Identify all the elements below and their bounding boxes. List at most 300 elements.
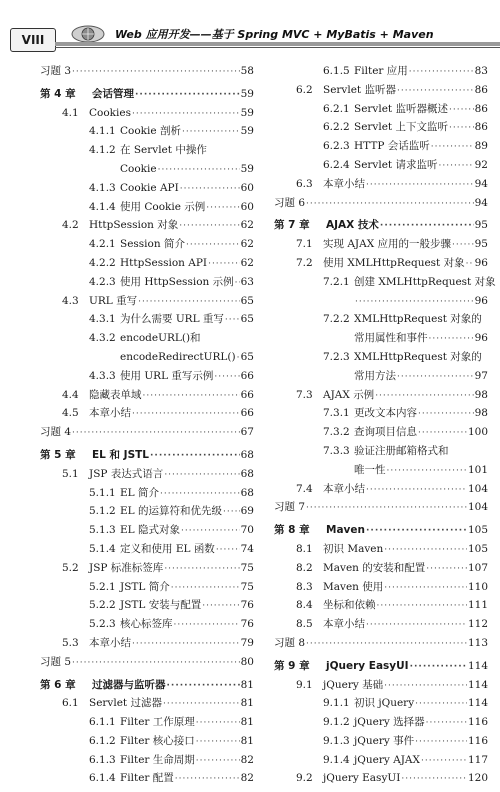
toc-entry-page: 116 bbox=[467, 716, 488, 729]
toc-entry-title: jQuery AJAX bbox=[354, 753, 420, 766]
toc-entry-title: 为什么需要 URL 重写 bbox=[120, 313, 224, 326]
toc-entry-page: 114 bbox=[467, 697, 488, 710]
toc-entry-number: 4.3 bbox=[62, 294, 79, 307]
toc-leader-dots bbox=[196, 756, 240, 767]
toc-entry-title: 实现 AJAX 应用的一般步骤 bbox=[323, 238, 452, 251]
toc-leader-dots bbox=[409, 67, 474, 78]
toc-entry-page: 104 bbox=[467, 482, 488, 495]
toc-entry-number: 5.2 bbox=[62, 561, 79, 574]
toc-entry-page: 79 bbox=[240, 636, 254, 649]
toc-entry-title: encodeURL()和 bbox=[120, 332, 201, 345]
toc-leader-dots bbox=[415, 737, 467, 748]
toc-entry-number: 4.1.2 bbox=[89, 144, 116, 157]
page-header bbox=[0, 0, 500, 60]
toc-entry[interactable] bbox=[40, 563, 254, 582]
toc-entry[interactable] bbox=[274, 314, 488, 333]
toc-entry[interactable] bbox=[274, 296, 488, 315]
toc-entry-number: 7.4 bbox=[296, 482, 313, 495]
toc-leader-dots bbox=[387, 466, 467, 477]
toc-entry-page: 107 bbox=[467, 561, 488, 574]
toc-entry-page: 101 bbox=[467, 463, 488, 476]
toc-entry-title: 常用属性和事件 bbox=[354, 332, 428, 345]
toc-entry[interactable] bbox=[40, 296, 254, 315]
toc-entry-page: 60 bbox=[240, 181, 254, 194]
toc-entry-number: 4.4 bbox=[62, 388, 79, 401]
toc-entry-page: 76 bbox=[240, 618, 254, 631]
toc-entry-page: 114 bbox=[467, 659, 488, 672]
toc-entry-title: HTTP 会话监听 bbox=[354, 140, 430, 153]
toc-entry-number: 7.2.3 bbox=[323, 350, 350, 363]
toc-entry[interactable] bbox=[274, 582, 488, 601]
toc-entry-number: 6.2.3 bbox=[323, 140, 350, 153]
toc-exercise-entry[interactable] bbox=[40, 657, 254, 676]
toc-entry-page: 98 bbox=[474, 407, 488, 420]
toc-entry-page: 105 bbox=[467, 542, 488, 555]
toc-chapter-entry[interactable] bbox=[274, 220, 488, 239]
toc-entry-title: Servlet 监听器 bbox=[323, 83, 396, 96]
toc-entry-page: 86 bbox=[474, 83, 488, 96]
toc-entry[interactable] bbox=[274, 773, 488, 792]
toc-leader-dots bbox=[164, 564, 239, 575]
toc-entry-number: 9.1.1 bbox=[323, 697, 350, 710]
toc-entry-number: 9.2 bbox=[296, 772, 313, 785]
toc-entry-title: 使用 URL 重写示例 bbox=[120, 369, 214, 382]
toc-leader-dots bbox=[163, 699, 240, 710]
toc-leader-dots bbox=[132, 639, 240, 650]
toc-entry[interactable] bbox=[40, 390, 254, 409]
toc-entry-title: Filter 生命周期 bbox=[120, 753, 195, 766]
toc-entry[interactable] bbox=[40, 183, 254, 202]
toc-entry-number: 5.1.3 bbox=[89, 524, 116, 537]
toc-entry-page: 66 bbox=[240, 407, 254, 420]
toc-entry-number: 8.1 bbox=[296, 542, 313, 555]
toc-entry-page: 65 bbox=[240, 350, 254, 363]
toc-entry[interactable] bbox=[40, 164, 254, 183]
toc-leader-dots bbox=[235, 278, 240, 289]
toc-entry-title: 验证注册邮箱格式和 bbox=[354, 444, 449, 457]
toc-leader-dots bbox=[182, 127, 240, 138]
toc-leader-dots bbox=[196, 718, 240, 729]
toc-entry[interactable] bbox=[274, 333, 488, 352]
toc-entry-title: 使用 HttpSession 示例 bbox=[120, 275, 234, 288]
toc-entry-number: 5.2.3 bbox=[89, 618, 116, 631]
toc-leader-dots bbox=[366, 485, 467, 496]
toc-entry-title: jQuery EasyUI bbox=[323, 772, 401, 785]
toc-entry-number: 5.1.4 bbox=[89, 542, 116, 555]
toc-entry[interactable] bbox=[40, 619, 254, 638]
toc-entry[interactable] bbox=[40, 600, 254, 619]
toc-chapter-entry[interactable] bbox=[274, 525, 488, 544]
toc-entry-number: 7.2.1 bbox=[323, 275, 350, 288]
toc-entry-page: 86 bbox=[474, 121, 488, 134]
toc-entry-title: jQuery 选择器 bbox=[354, 716, 425, 729]
toc-entry-page: 66 bbox=[240, 369, 254, 382]
toc-chapter-entry[interactable] bbox=[40, 450, 254, 469]
toc-entry-page: 65 bbox=[240, 313, 254, 326]
toc-entry-title: XMLHttpRequest 对象的 bbox=[354, 313, 482, 326]
toc-entry-number: 4.2.1 bbox=[89, 238, 116, 251]
toc-leader-dots bbox=[426, 718, 467, 729]
toc-entry[interactable] bbox=[274, 239, 488, 258]
toc-entry-title: 定义和使用 EL 函数 bbox=[120, 542, 215, 555]
toc-entry-number: 4.3.3 bbox=[89, 369, 116, 382]
toc-entry-page: 81 bbox=[240, 716, 254, 729]
toc-entry-title: Cookie API bbox=[120, 181, 179, 194]
toc-leader-dots bbox=[216, 545, 240, 556]
toc-entry-page: 110 bbox=[467, 580, 488, 593]
toc-entry-page: 68 bbox=[240, 486, 254, 499]
toc-entry[interactable] bbox=[274, 179, 488, 198]
toc-leader-dots bbox=[418, 428, 467, 439]
toc-entry-page: 111 bbox=[467, 599, 488, 612]
toc-entry[interactable] bbox=[40, 220, 254, 239]
toc-entry-page: 65 bbox=[240, 294, 254, 307]
toc-entry[interactable] bbox=[40, 408, 254, 427]
toc-leader-dots bbox=[237, 353, 240, 364]
toc-entry-page: 74 bbox=[240, 542, 254, 555]
toc-entry[interactable] bbox=[274, 66, 488, 85]
toc-entry[interactable] bbox=[274, 408, 488, 427]
toc-leader-dots bbox=[158, 165, 240, 176]
toc-leader-dots bbox=[174, 620, 240, 631]
toc-entry-number: 4.1 bbox=[62, 106, 79, 119]
toc-entry-title: 习题 3 bbox=[40, 65, 72, 77]
toc-leader-dots bbox=[206, 203, 239, 214]
toc-leader-dots bbox=[186, 240, 240, 251]
toc-entry-number: 8.3 bbox=[296, 580, 313, 593]
toc-entry-title: JSTL 简介 bbox=[120, 580, 170, 593]
toc-leader-dots bbox=[439, 161, 474, 172]
toc-entry-title: JSP 表达式语言 bbox=[89, 467, 164, 480]
toc-entry[interactable] bbox=[274, 104, 488, 123]
toc-entry-title: 常用方法 bbox=[354, 369, 396, 382]
toc-entry-number: 7.2 bbox=[296, 256, 313, 269]
toc-entry[interactable] bbox=[40, 202, 254, 221]
toc-entry-number: 4.2 bbox=[62, 219, 79, 232]
toc-entry[interactable] bbox=[274, 717, 488, 736]
toc-entry-page: 66 bbox=[240, 388, 254, 401]
toc-entry-title: 初识 jQuery bbox=[354, 697, 415, 710]
toc-leader-dots bbox=[196, 737, 240, 748]
toc-leader-dots bbox=[410, 662, 467, 673]
toc-entry[interactable] bbox=[274, 619, 488, 638]
toc-entry-number: 第 9 章 bbox=[274, 659, 310, 672]
toc-entry-title: EL 隐式对象 bbox=[120, 524, 180, 537]
toc-leader-dots bbox=[401, 774, 467, 785]
toc-entry-number: 第 8 章 bbox=[274, 524, 310, 537]
toc-entry-page: 104 bbox=[467, 501, 488, 514]
toc-entry[interactable] bbox=[40, 698, 254, 717]
toc-entry-page: 81 bbox=[240, 678, 254, 691]
toc-entry-page: 96 bbox=[474, 332, 488, 345]
toc-entry-number: 第 7 章 bbox=[274, 219, 310, 232]
toc-entry-page: 67 bbox=[240, 426, 254, 439]
toc-entry-number: 6.1.3 bbox=[89, 753, 116, 766]
toc-entry-title: 坐标和依赖 bbox=[323, 599, 376, 612]
toc-entry[interactable] bbox=[274, 390, 488, 409]
toc-entry-title: Session 简介 bbox=[120, 238, 185, 251]
toc-entry[interactable] bbox=[274, 258, 488, 277]
toc-chapter-entry[interactable] bbox=[274, 661, 488, 680]
toc-entry[interactable] bbox=[274, 427, 488, 446]
toc-entry[interactable] bbox=[274, 446, 488, 465]
toc-entry[interactable] bbox=[274, 160, 488, 179]
toc-leader-dots bbox=[452, 240, 474, 251]
toc-leader-dots bbox=[449, 105, 474, 116]
toc-entry-title: 本章小结 bbox=[323, 618, 365, 631]
toc-entry-page: 96 bbox=[474, 256, 488, 269]
toc-entry[interactable] bbox=[274, 275, 496, 296]
toc-leader-dots bbox=[429, 334, 474, 345]
toc-entry[interactable] bbox=[40, 717, 254, 736]
toc-entry-page: 95 bbox=[474, 219, 488, 232]
toc-entry-title: JSP 标准标签库 bbox=[89, 561, 164, 574]
toc-leader-dots bbox=[384, 545, 467, 556]
toc-entry-title: Cookies bbox=[89, 106, 131, 119]
toc-leader-dots bbox=[175, 774, 240, 785]
toc-entry-page: 97 bbox=[474, 369, 488, 382]
toc-entry-title: encodeRedirectURL() bbox=[120, 350, 236, 363]
toc-entry[interactable] bbox=[40, 239, 254, 258]
toc-entry-page: 75 bbox=[240, 580, 254, 593]
toc-leader-dots bbox=[306, 503, 467, 514]
toc-entry-number: 6.3 bbox=[296, 177, 313, 190]
toc-entry-number: 5.3 bbox=[62, 636, 79, 649]
toc-entry-page: 82 bbox=[240, 753, 254, 766]
toc-entry-number: 5.2.2 bbox=[89, 599, 116, 612]
toc-entry-title: EL 和 JSTL bbox=[92, 448, 149, 461]
toc-entry-number: 9.1 bbox=[296, 678, 313, 691]
toc-entry-title: EL 简介 bbox=[120, 486, 159, 499]
toc-entry-number: 7.1 bbox=[296, 238, 313, 251]
toc-entry-title: Cookie 剖析 bbox=[120, 125, 181, 138]
toc-leader-dots bbox=[449, 123, 474, 134]
toc-entry-page: 100 bbox=[467, 426, 488, 439]
toc-entry[interactable] bbox=[40, 352, 254, 371]
toc-leader-dots bbox=[214, 372, 239, 383]
toc-entry[interactable] bbox=[40, 108, 254, 127]
toc-entry[interactable] bbox=[40, 544, 254, 563]
toc-entry-number: 5.1.1 bbox=[89, 486, 116, 499]
toc-entry[interactable] bbox=[40, 333, 254, 352]
toc-entry[interactable] bbox=[40, 506, 254, 525]
toc-entry-number: 第 4 章 bbox=[40, 87, 76, 100]
toc-leader-dots bbox=[426, 564, 467, 575]
toc-entry-number: 7.3 bbox=[296, 388, 313, 401]
toc-entry-title: 会话管理 bbox=[92, 87, 134, 100]
toc-entry-title: Servlet 请求监听 bbox=[354, 158, 438, 171]
toc-entry[interactable] bbox=[40, 258, 254, 277]
toc-entry-page: 113 bbox=[467, 636, 488, 649]
toc-entry-page: 114 bbox=[467, 678, 488, 691]
toc-exercise-entry[interactable] bbox=[274, 502, 488, 521]
toc-entry-page: 69 bbox=[240, 505, 254, 518]
toc-entry-page: 117 bbox=[467, 753, 488, 766]
toc-entry-page: 68 bbox=[240, 448, 254, 461]
toc-entry-title: jQuery EasyUI bbox=[326, 659, 409, 672]
toc-leader-dots bbox=[306, 639, 467, 650]
toc-entry-title: Maven 的安装和配置 bbox=[323, 561, 426, 574]
toc-leader-dots bbox=[180, 184, 240, 195]
toc-leader-dots bbox=[72, 658, 240, 669]
toc-leader-dots bbox=[377, 601, 467, 612]
toc-leader-dots bbox=[164, 470, 239, 481]
toc-entry-title: jQuery 事件 bbox=[354, 734, 415, 747]
toc-leader-dots bbox=[167, 681, 240, 692]
toc-entry-page: 75 bbox=[240, 561, 254, 574]
page-number: VIII bbox=[21, 33, 45, 47]
toc-entry-title: 唯一性 bbox=[354, 463, 386, 476]
toc-entry-page: 59 bbox=[240, 87, 254, 100]
toc-entry[interactable] bbox=[40, 371, 254, 390]
toc-entry[interactable] bbox=[274, 122, 488, 141]
toc-entry-number: 第 6 章 bbox=[40, 678, 76, 691]
toc-entry-title: Filter 工作原理 bbox=[120, 716, 195, 729]
toc-entry-title: Servlet 监听器概述 bbox=[354, 102, 448, 115]
toc-leader-dots bbox=[208, 259, 240, 270]
toc-entry-title: EL 的运算符和优先级 bbox=[120, 505, 222, 518]
toc-entry-number: 8.4 bbox=[296, 599, 313, 612]
toc-leader-dots bbox=[72, 67, 240, 78]
toc-entry-number: 4.1.1 bbox=[89, 125, 116, 138]
toc-entry[interactable] bbox=[40, 469, 254, 488]
toc-entry-title: Servlet 上下文监听 bbox=[354, 121, 448, 134]
toc-leader-dots bbox=[150, 451, 240, 462]
toc-entry[interactable] bbox=[40, 582, 254, 601]
toc-entry-title: 使用 Cookie 示例 bbox=[120, 200, 206, 213]
toc-entry-number: 6.2.4 bbox=[323, 158, 350, 171]
toc-entry-page: 81 bbox=[240, 734, 254, 747]
toc-entry-page: 89 bbox=[474, 140, 488, 153]
toc-entry-page: 86 bbox=[474, 102, 488, 115]
toc-exercise-entry[interactable] bbox=[274, 198, 488, 217]
toc-entry-number: 4.3.2 bbox=[89, 332, 116, 345]
toc-entry-number: 5.2.1 bbox=[89, 580, 116, 593]
toc-entry[interactable] bbox=[40, 126, 254, 145]
toc-entry-title: 本章小结 bbox=[89, 636, 131, 649]
toc-entry[interactable] bbox=[274, 680, 488, 699]
toc-leader-dots bbox=[366, 180, 474, 191]
toc-entry-title: Cookie bbox=[120, 162, 157, 175]
toc-entry[interactable] bbox=[40, 736, 254, 755]
toc-entry[interactable] bbox=[40, 314, 254, 333]
toc-entry[interactable] bbox=[274, 371, 488, 390]
toc-entry[interactable] bbox=[274, 736, 488, 755]
toc-entry[interactable] bbox=[274, 465, 488, 484]
toc-leader-dots bbox=[366, 526, 467, 537]
toc-entry-number: 6.2 bbox=[296, 83, 313, 96]
toc-leader-dots bbox=[223, 507, 240, 518]
toc-entry-page: 58 bbox=[240, 65, 254, 77]
toc-entry-title: XMLHttpRequest 对象的 bbox=[354, 350, 482, 363]
toc-entry-title: 习题 4 bbox=[40, 426, 72, 439]
toc-entry-page: 81 bbox=[240, 697, 254, 710]
toc-entry[interactable] bbox=[274, 484, 488, 503]
toc-leader-dots bbox=[355, 297, 474, 308]
toc-entry-page: 94 bbox=[474, 196, 488, 209]
toc-leader-dots bbox=[418, 409, 474, 420]
toc-entry-number: 4.2.2 bbox=[89, 256, 116, 269]
toc-entry-number: 6.1.2 bbox=[89, 734, 116, 747]
toc-entry-title: 更改文本内容 bbox=[354, 407, 417, 420]
toc-leader-dots bbox=[397, 86, 474, 97]
toc-leader-dots bbox=[306, 199, 474, 210]
toc-entry[interactable] bbox=[274, 141, 488, 160]
toc-entry[interactable] bbox=[40, 773, 254, 792]
toc-entry-page: 80 bbox=[240, 655, 254, 668]
toc-entry-page: 92 bbox=[474, 158, 488, 171]
toc-entry-number: 4.3.1 bbox=[89, 313, 116, 326]
toc-entry-title: 过滤器与监听器 bbox=[92, 678, 166, 691]
toc-entry-title: 本章小结 bbox=[323, 482, 365, 495]
toc-entry-page: 63 bbox=[240, 275, 254, 288]
toc-entry-number: 9.1.4 bbox=[323, 753, 350, 766]
toc-chapter-entry[interactable] bbox=[40, 680, 254, 699]
toc-entry-title: 创建 XMLHttpRequest 对象 bbox=[354, 275, 496, 288]
toc-entry-title: 隐藏表单域 bbox=[89, 388, 142, 401]
toc-entry-page: 59 bbox=[240, 162, 254, 175]
toc-entry-number: 4.2.3 bbox=[89, 275, 116, 288]
toc-leader-dots bbox=[202, 601, 239, 612]
toc-entry-page: 68 bbox=[240, 467, 254, 480]
toc-exercise-entry[interactable] bbox=[274, 638, 488, 657]
toc-leader-dots bbox=[143, 391, 240, 402]
toc-entry-title: 习题 6 bbox=[274, 196, 306, 209]
header-rule bbox=[55, 38, 500, 50]
toc-entry-number: 6.1 bbox=[62, 697, 79, 710]
toc-entry-page: 95 bbox=[474, 238, 488, 251]
toc-entry-page: 94 bbox=[474, 177, 488, 190]
toc-exercise-entry[interactable] bbox=[40, 66, 254, 85]
toc-leader-dots bbox=[380, 221, 474, 232]
toc-entry-number: 8.5 bbox=[296, 618, 313, 631]
toc-entry-page: 82 bbox=[240, 772, 254, 785]
toc-entry-number: 7.2.2 bbox=[323, 313, 350, 326]
toc-entry-number: 5.1.2 bbox=[89, 505, 116, 518]
toc-entry-page: 62 bbox=[240, 256, 254, 269]
toc-entry[interactable] bbox=[274, 85, 488, 104]
toc-entry[interactable] bbox=[274, 544, 488, 563]
toc-entry-number: 7.3.1 bbox=[323, 407, 350, 420]
toc-entry[interactable] bbox=[274, 352, 488, 371]
toc-leader-dots bbox=[132, 109, 240, 120]
toc-leader-dots bbox=[160, 489, 240, 500]
toc-entry-number: 6.1.4 bbox=[89, 772, 116, 785]
toc-entry-title: 本章小结 bbox=[89, 407, 131, 420]
toc-entry[interactable] bbox=[40, 488, 254, 507]
toc-entry[interactable] bbox=[274, 698, 488, 717]
toc-entry-title: 初识 Maven bbox=[323, 542, 384, 555]
toc-entry-number: 8.2 bbox=[296, 561, 313, 574]
toc-entry-title: Servlet 过滤器 bbox=[89, 697, 162, 710]
toc-leader-dots bbox=[181, 526, 240, 537]
toc-entry[interactable] bbox=[40, 145, 254, 164]
toc-entry[interactable] bbox=[40, 525, 254, 544]
toc-entry-title: Filter 应用 bbox=[354, 65, 408, 77]
toc-entry[interactable] bbox=[274, 563, 488, 582]
toc-chapter-entry[interactable] bbox=[40, 89, 254, 108]
toc-leader-dots bbox=[72, 428, 240, 439]
toc-entry-number: 6.1.5 bbox=[323, 65, 350, 77]
toc-entry-number: 6.2.1 bbox=[323, 102, 350, 115]
toc-entry[interactable] bbox=[40, 277, 254, 296]
toc-leader-dots bbox=[135, 90, 240, 101]
toc-entry-title: jQuery 基础 bbox=[323, 678, 384, 691]
toc-exercise-entry[interactable] bbox=[40, 427, 254, 446]
toc-entry[interactable] bbox=[274, 600, 488, 619]
toc-leader-dots bbox=[384, 681, 467, 692]
toc-entry[interactable] bbox=[40, 638, 254, 657]
